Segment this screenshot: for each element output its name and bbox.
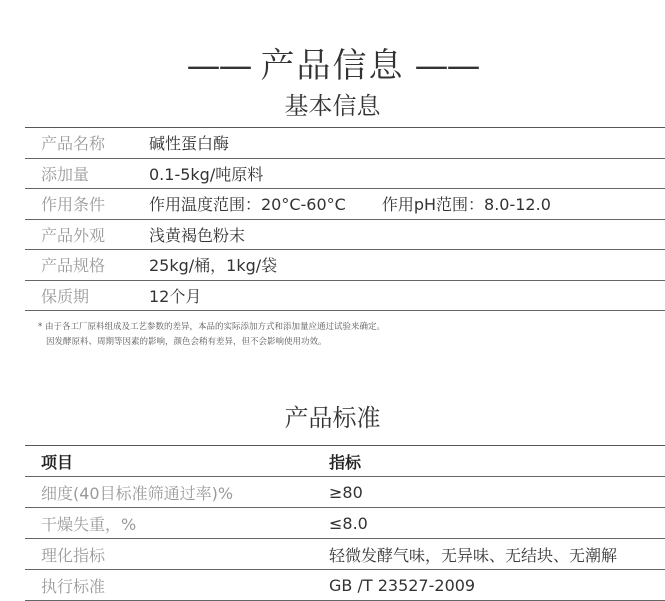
table-row bbox=[25, 477, 665, 508]
column-header-item: 项目 bbox=[25, 446, 329, 477]
row-label: 产品外观 bbox=[25, 219, 149, 250]
row-label: 作用条件 bbox=[25, 189, 149, 220]
row-value: 12个月 bbox=[149, 280, 665, 311]
row-value-group bbox=[149, 189, 665, 220]
basic-info-title: 基本信息 bbox=[284, 92, 381, 120]
table-header-row bbox=[25, 446, 665, 477]
standard-title: 产品标准 bbox=[284, 404, 381, 432]
row-item: 理化指标 bbox=[25, 539, 329, 570]
row-item: 干燥失重，% bbox=[25, 508, 329, 539]
row-value: ≥80 bbox=[329, 477, 665, 508]
footnote-line-2: 因发酵原料、周期等因素的影响，颜色会稍有差异，但不会影响使用功效。 bbox=[46, 337, 327, 347]
row-item: 细度(40目标准筛通过率)% bbox=[25, 477, 329, 508]
footnote bbox=[38, 320, 385, 350]
temperature-range: 作用温度范围：20°C-60°C bbox=[149, 195, 346, 215]
table-row bbox=[25, 250, 665, 281]
row-value: ≤8.0 bbox=[329, 508, 665, 539]
row-label: 保质期 bbox=[25, 280, 149, 311]
row-value: 25kg/桶，1kg/袋 bbox=[149, 250, 665, 281]
table-row bbox=[25, 189, 665, 220]
table-row bbox=[25, 508, 665, 539]
row-value: 碱性蛋白酶 bbox=[149, 128, 665, 159]
title-text: 产品信息 bbox=[260, 46, 405, 86]
row-label: 产品名称 bbox=[25, 128, 149, 159]
row-label: 产品规格 bbox=[25, 250, 149, 281]
row-value: GB /T 23527-2009 bbox=[329, 570, 665, 601]
standard-table bbox=[25, 445, 665, 601]
row-value: 浅黄褐色粉末 bbox=[149, 219, 665, 250]
column-header-index: 指标 bbox=[329, 446, 665, 477]
table-row bbox=[25, 280, 665, 311]
table-row bbox=[25, 219, 665, 250]
row-item: 执行标准 bbox=[25, 570, 329, 601]
table-row bbox=[25, 158, 665, 189]
ph-range: 作用pH范围：8.0-12.0 bbox=[381, 195, 551, 215]
title-dash-right: —— bbox=[414, 46, 479, 86]
footnote-line-1: * 由于各工厂原料组成及工艺参数的差异，本品的实际添加方式和添加量应通过试验来确定。 bbox=[38, 322, 385, 332]
row-value: 轻微发酵气味，无异味、无结块、无潮解 bbox=[329, 539, 665, 570]
basic-info-table bbox=[25, 127, 665, 311]
table-row bbox=[25, 128, 665, 159]
table-row bbox=[25, 539, 665, 570]
page-title bbox=[0, 38, 665, 87]
row-label: 添加量 bbox=[25, 158, 149, 189]
row-value: 0.1-5kg/吨原料 bbox=[149, 158, 665, 189]
title-dash-left: —— bbox=[186, 46, 251, 86]
